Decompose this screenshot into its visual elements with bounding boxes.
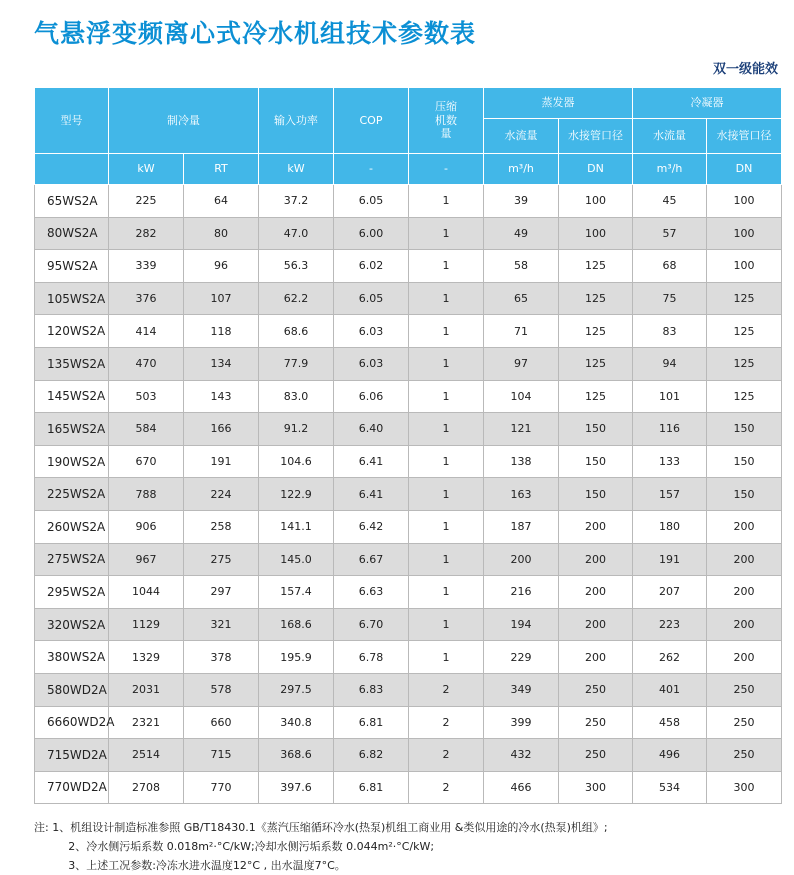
value-cell: 6.63 [334, 576, 409, 609]
value-cell: 6.81 [334, 771, 409, 804]
value-cell: 200 [559, 543, 633, 576]
table-row [35, 510, 782, 543]
table-row [35, 706, 782, 739]
unit-row [35, 154, 782, 185]
value-cell: 191 [633, 543, 707, 576]
value-cell: 100 [707, 217, 782, 250]
value-cell: 1 [409, 543, 484, 576]
value-cell: 399 [484, 706, 559, 739]
header-evap-pipe: 水接管口径 [559, 119, 633, 154]
notes [34, 818, 608, 875]
note-prefix: 注: [34, 821, 49, 834]
table-row [35, 478, 782, 511]
value-cell: 6.41 [334, 445, 409, 478]
value-cell: 100 [559, 185, 633, 218]
value-cell: 83.0 [259, 380, 334, 413]
value-cell: 150 [559, 445, 633, 478]
unit-spacer [35, 154, 109, 185]
value-cell: 1 [409, 576, 484, 609]
model-cell: 190WS2A [35, 445, 109, 478]
value-cell: 6.41 [334, 478, 409, 511]
value-cell: 2 [409, 673, 484, 706]
model-cell: 65WS2A [35, 185, 109, 218]
value-cell: 788 [109, 478, 184, 511]
unit-cell: DN [707, 154, 782, 185]
value-cell: 250 [707, 673, 782, 706]
table-row [35, 380, 782, 413]
value-cell: 47.0 [259, 217, 334, 250]
value-cell: 297 [184, 576, 259, 609]
value-cell: 200 [559, 510, 633, 543]
value-cell: 200 [559, 576, 633, 609]
unit-cell: kW [259, 154, 334, 185]
spec-table [34, 87, 782, 804]
value-cell: 68.6 [259, 315, 334, 348]
value-cell: 125 [707, 282, 782, 315]
value-cell: 200 [707, 576, 782, 609]
value-cell: 45 [633, 185, 707, 218]
value-cell: 1129 [109, 608, 184, 641]
value-cell: 1 [409, 478, 484, 511]
unit-cell: DN [559, 154, 633, 185]
value-cell: 125 [707, 315, 782, 348]
table-row [35, 673, 782, 706]
value-cell: 376 [109, 282, 184, 315]
value-cell: 6.05 [334, 185, 409, 218]
value-cell: 262 [633, 641, 707, 674]
value-cell: 496 [633, 739, 707, 772]
value-cell: 250 [559, 739, 633, 772]
value-cell: 200 [707, 641, 782, 674]
model-cell: 145WS2A [35, 380, 109, 413]
value-cell: 534 [633, 771, 707, 804]
value-cell: 378 [184, 641, 259, 674]
value-cell: 340.8 [259, 706, 334, 739]
value-cell: 200 [559, 608, 633, 641]
header-compressor-count: 压缩机数量 [409, 88, 484, 154]
value-cell: 125 [707, 380, 782, 413]
value-cell: 2 [409, 706, 484, 739]
model-cell: 6660WD2A [35, 706, 109, 739]
value-cell: 125 [707, 347, 782, 380]
value-cell: 191 [184, 445, 259, 478]
value-cell: 187 [484, 510, 559, 543]
value-cell: 258 [184, 510, 259, 543]
value-cell: 216 [484, 576, 559, 609]
value-cell: 1044 [109, 576, 184, 609]
value-cell: 578 [184, 673, 259, 706]
value-cell: 2 [409, 739, 484, 772]
value-cell: 180 [633, 510, 707, 543]
value-cell: 145.0 [259, 543, 334, 576]
value-cell: 1 [409, 413, 484, 446]
model-cell: 260WS2A [35, 510, 109, 543]
value-cell: 200 [707, 608, 782, 641]
value-cell: 118 [184, 315, 259, 348]
model-cell: 320WS2A [35, 608, 109, 641]
value-cell: 6.83 [334, 673, 409, 706]
model-cell: 715WD2A [35, 739, 109, 772]
model-cell: 135WS2A [35, 347, 109, 380]
table-row [35, 641, 782, 674]
value-cell: 1 [409, 185, 484, 218]
model-cell: 105WS2A [35, 282, 109, 315]
value-cell: 150 [559, 478, 633, 511]
value-cell: 122.9 [259, 478, 334, 511]
table-row [35, 217, 782, 250]
value-cell: 300 [559, 771, 633, 804]
note-1-text: 1、机组设计制造标准参照 GB/T18430.1《蒸汽压缩循环冷水(热泵)机组工商业用 &类似用途的冷水(热泵)机组》; [52, 821, 608, 834]
value-cell: 168.6 [259, 608, 334, 641]
table-row [35, 771, 782, 804]
value-cell: 584 [109, 413, 184, 446]
value-cell: 39 [484, 185, 559, 218]
value-cell: 6.00 [334, 217, 409, 250]
value-cell: 2514 [109, 739, 184, 772]
value-cell: 414 [109, 315, 184, 348]
table-row [35, 739, 782, 772]
value-cell: 503 [109, 380, 184, 413]
model-cell: 580WD2A [35, 673, 109, 706]
value-cell: 250 [559, 673, 633, 706]
value-cell: 715 [184, 739, 259, 772]
value-cell: 94 [633, 347, 707, 380]
model-cell: 380WS2A [35, 641, 109, 674]
value-cell: 223 [633, 608, 707, 641]
table-row [35, 282, 782, 315]
header-cop: COP [334, 88, 409, 154]
value-cell: 432 [484, 739, 559, 772]
value-cell: 80 [184, 217, 259, 250]
value-cell: 64 [184, 185, 259, 218]
model-cell: 165WS2A [35, 413, 109, 446]
value-cell: 6.82 [334, 739, 409, 772]
table-row [35, 185, 782, 218]
note-1 [34, 818, 608, 837]
value-cell: 1 [409, 445, 484, 478]
value-cell: 397.6 [259, 771, 334, 804]
value-cell: 1 [409, 347, 484, 380]
value-cell: 1 [409, 217, 484, 250]
value-cell: 194 [484, 608, 559, 641]
value-cell: 6.02 [334, 250, 409, 283]
value-cell: 6.81 [334, 706, 409, 739]
value-cell: 401 [633, 673, 707, 706]
value-cell: 77.9 [259, 347, 334, 380]
header-evaporator: 蒸发器 [484, 88, 633, 119]
value-cell: 125 [559, 315, 633, 348]
model-cell: 295WS2A [35, 576, 109, 609]
table-row [35, 445, 782, 478]
model-cell: 80WS2A [35, 217, 109, 250]
value-cell: 121 [484, 413, 559, 446]
value-cell: 660 [184, 706, 259, 739]
value-cell: 58 [484, 250, 559, 283]
table-row [35, 413, 782, 446]
value-cell: 6.42 [334, 510, 409, 543]
header-cond-pipe: 水接管口径 [707, 119, 782, 154]
table-body [35, 185, 782, 804]
value-cell: 91.2 [259, 413, 334, 446]
header-cond-flow: 水流量 [633, 119, 707, 154]
model-cell: 225WS2A [35, 478, 109, 511]
header-model: 型号 [35, 88, 109, 154]
value-cell: 133 [633, 445, 707, 478]
value-cell: 125 [559, 380, 633, 413]
value-cell: 458 [633, 706, 707, 739]
value-cell: 6.40 [334, 413, 409, 446]
value-cell: 300 [707, 771, 782, 804]
unit-cell: - [409, 154, 484, 185]
note-2 [34, 837, 608, 856]
value-cell: 37.2 [259, 185, 334, 218]
value-cell: 68 [633, 250, 707, 283]
value-cell: 2 [409, 771, 484, 804]
table-row [35, 543, 782, 576]
value-cell: 100 [559, 217, 633, 250]
value-cell: 100 [707, 185, 782, 218]
value-cell: 83 [633, 315, 707, 348]
value-cell: 6.70 [334, 608, 409, 641]
value-cell: 1 [409, 282, 484, 315]
value-cell: 229 [484, 641, 559, 674]
value-cell: 224 [184, 478, 259, 511]
value-cell: 101 [633, 380, 707, 413]
value-cell: 6.78 [334, 641, 409, 674]
value-cell: 770 [184, 771, 259, 804]
value-cell: 157.4 [259, 576, 334, 609]
value-cell: 200 [707, 510, 782, 543]
value-cell: 368.6 [259, 739, 334, 772]
value-cell: 107 [184, 282, 259, 315]
value-cell: 200 [707, 543, 782, 576]
page-title: 气悬浮变频离心式冷水机组技术参数表 [34, 19, 477, 48]
value-cell: 2031 [109, 673, 184, 706]
value-cell: 250 [707, 739, 782, 772]
value-cell: 6.03 [334, 347, 409, 380]
value-cell: 1329 [109, 641, 184, 674]
value-cell: 97 [484, 347, 559, 380]
header-evap-flow: 水流量 [484, 119, 559, 154]
value-cell: 670 [109, 445, 184, 478]
value-cell: 157 [633, 478, 707, 511]
value-cell: 200 [484, 543, 559, 576]
value-cell: 207 [633, 576, 707, 609]
value-cell: 125 [559, 347, 633, 380]
value-cell: 6.03 [334, 315, 409, 348]
model-cell: 275WS2A [35, 543, 109, 576]
value-cell: 96 [184, 250, 259, 283]
header-input-power: 输入功率 [259, 88, 334, 154]
value-cell: 321 [184, 608, 259, 641]
value-cell: 200 [559, 641, 633, 674]
value-cell: 150 [559, 413, 633, 446]
value-cell: 150 [707, 478, 782, 511]
value-cell: 104 [484, 380, 559, 413]
table-row [35, 608, 782, 641]
value-cell: 138 [484, 445, 559, 478]
value-cell: 1 [409, 641, 484, 674]
value-cell: 906 [109, 510, 184, 543]
value-cell: 6.05 [334, 282, 409, 315]
table-row [35, 250, 782, 283]
value-cell: 2708 [109, 771, 184, 804]
value-cell: 163 [484, 478, 559, 511]
unit-cell: kW [109, 154, 184, 185]
model-cell: 770WD2A [35, 771, 109, 804]
value-cell: 75 [633, 282, 707, 315]
value-cell: 6.06 [334, 380, 409, 413]
value-cell: 100 [707, 250, 782, 283]
value-cell: 275 [184, 543, 259, 576]
header-condenser: 冷凝器 [633, 88, 782, 119]
value-cell: 282 [109, 217, 184, 250]
table-row [35, 315, 782, 348]
value-cell: 1 [409, 315, 484, 348]
value-cell: 62.2 [259, 282, 334, 315]
value-cell: 2321 [109, 706, 184, 739]
value-cell: 116 [633, 413, 707, 446]
note-3 [34, 856, 608, 875]
value-cell: 466 [484, 771, 559, 804]
value-cell: 1 [409, 608, 484, 641]
note-2-text: 2、冷水侧污垢系数 0.018m²·°C/kW;冷却水侧污垢系数 0.044m²·°C/kW; [68, 840, 435, 853]
header-cooling-capacity: 制冷量 [109, 88, 259, 154]
value-cell: 225 [109, 185, 184, 218]
value-cell: 150 [707, 413, 782, 446]
model-cell: 120WS2A [35, 315, 109, 348]
value-cell: 297.5 [259, 673, 334, 706]
value-cell: 143 [184, 380, 259, 413]
value-cell: 65 [484, 282, 559, 315]
value-cell: 339 [109, 250, 184, 283]
value-cell: 250 [559, 706, 633, 739]
value-cell: 6.67 [334, 543, 409, 576]
note-3-text: 3、上述工况参数:冷冻水进水温度12°C , 出水温度7°C。 [68, 859, 346, 872]
value-cell: 166 [184, 413, 259, 446]
unit-cell: m³/h [484, 154, 559, 185]
model-cell: 95WS2A [35, 250, 109, 283]
value-cell: 250 [707, 706, 782, 739]
value-cell: 195.9 [259, 641, 334, 674]
value-cell: 56.3 [259, 250, 334, 283]
energy-rating-label: 双一级能效 [712, 62, 778, 77]
value-cell: 125 [559, 282, 633, 315]
value-cell: 134 [184, 347, 259, 380]
value-cell: 141.1 [259, 510, 334, 543]
unit-cell: RT [184, 154, 259, 185]
value-cell: 349 [484, 673, 559, 706]
value-cell: 71 [484, 315, 559, 348]
value-cell: 57 [633, 217, 707, 250]
value-cell: 470 [109, 347, 184, 380]
unit-cell: m³/h [633, 154, 707, 185]
value-cell: 1 [409, 510, 484, 543]
value-cell: 1 [409, 250, 484, 283]
value-cell: 1 [409, 380, 484, 413]
unit-cell: - [334, 154, 409, 185]
value-cell: 150 [707, 445, 782, 478]
value-cell: 967 [109, 543, 184, 576]
value-cell: 49 [484, 217, 559, 250]
table-row [35, 576, 782, 609]
value-cell: 125 [559, 250, 633, 283]
table-row [35, 347, 782, 380]
value-cell: 104.6 [259, 445, 334, 478]
